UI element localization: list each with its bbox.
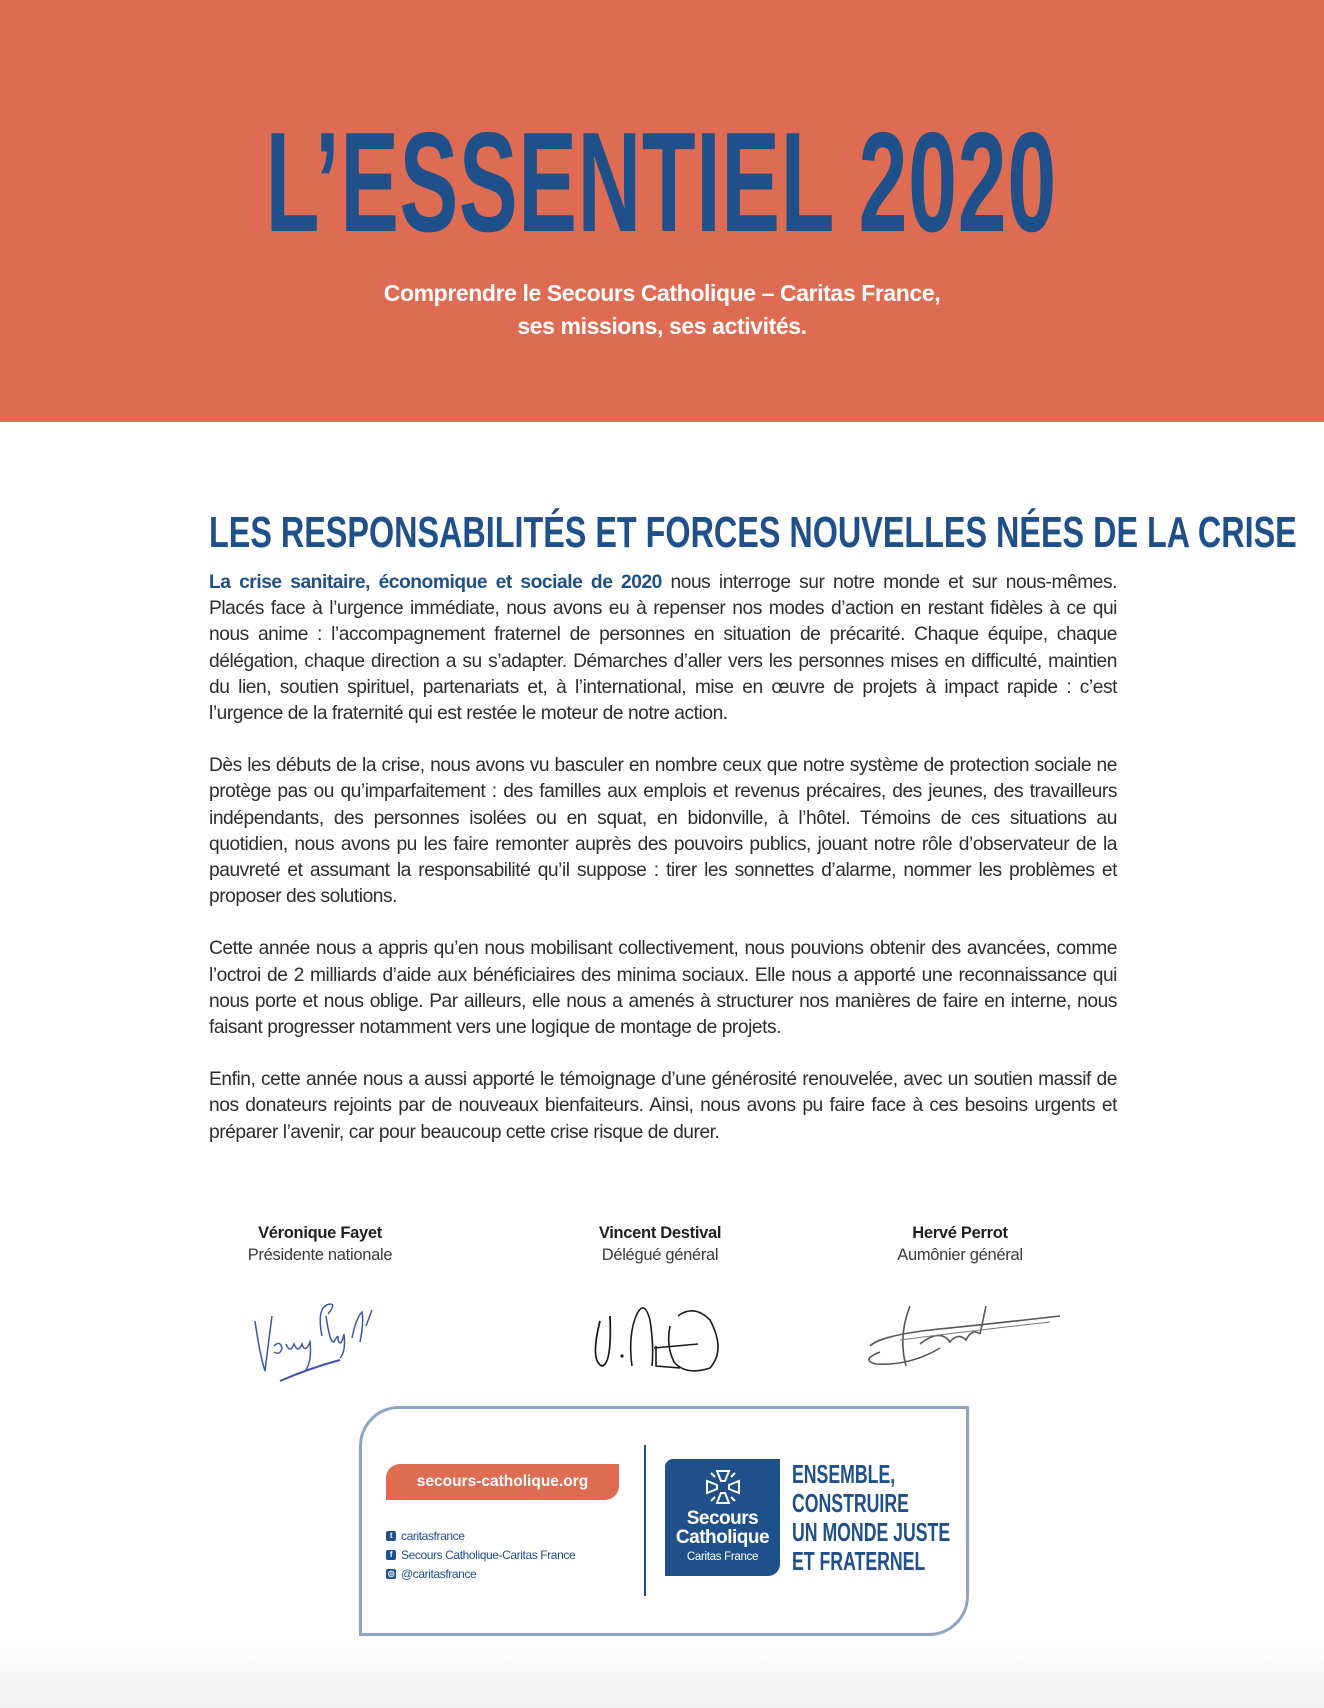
- signature-fayet-icon: [230, 1276, 410, 1386]
- slogan-line: ENSEMBLE,: [792, 1459, 896, 1489]
- signatory-role: Aumônier général: [897, 1246, 1023, 1264]
- paragraph-3: Cette année nous a appris qu’en nous mobilisant collectivement, nous pouvions obtenir des avancées, comme l’octroi de 2 milliards d’aide aux bénéficiaires des minima sociaux. Elle nous a apporté une reconnaissance qui nous porte et nous oblige. Par ailleurs, elle nous a amenés à structurer nos manières de faire en interne, nous faisant progresser notamment vers une logique de montage de projets.: [209, 938, 1117, 1039]
- secours-catholique-logo: [665, 1459, 780, 1576]
- logo-text-line-3: Caritas France: [686, 1551, 759, 1563]
- facebook-icon: f: [386, 1550, 396, 1560]
- slogan-line: UN MONDE JUSTE: [792, 1517, 951, 1547]
- social-link-twitter[interactable]: [386, 1526, 575, 1545]
- vertical-divider: [644, 1445, 646, 1596]
- paragraph-4: Enfin, cette année nous a aussi apporté le témoignage d’une générosité renouvelée, avec un soutien massif de nos donateurs rejoints par de nouveaux bienfaiteurs. Ainsi, nous avons pu faire face à ces besoins urgents et préparer l’avenir, car pour beaucoup cette crise risque de durer.: [209, 1069, 1117, 1143]
- signatory-name: Vincent Destival: [598, 1224, 722, 1242]
- signatory-1: [190, 1222, 450, 1386]
- social-links: [386, 1526, 575, 1583]
- logo-text-line-2: Catholique: [675, 1527, 770, 1548]
- slogan-line: ET FRATERNEL: [792, 1546, 926, 1576]
- signatory-role: Délégué général: [601, 1246, 719, 1264]
- social-link-facebook[interactable]: [386, 1545, 575, 1564]
- paragraph-1-text: nous interroge sur notre monde et sur nous-mêmes. Placés face à l’urgence immédiate, nous avons eu à repenser nos modes d’action en restant fidèles à ce qui nous anime : l’accompagnement fraternel de personnes en situation de précarité. Chaque équipe, chaque délégation, chaque direction a su s’adapter. Démarches d’aller vers les personnes mises en difficulté, maintien du lien, soutien spirituel, partenariats et, à l’international, mise en œuvre de projets à impact rapide : c’est l’urgence de la fraternité qui est restée le moteur de notre action.: [209, 572, 1118, 725]
- cross-emblem-icon: [703, 1467, 743, 1507]
- header-band: [0, 0, 1324, 422]
- twitter-icon: t: [386, 1531, 396, 1541]
- instagram-icon: ◎: [387, 1568, 395, 1578]
- social-label: caritasfrance: [401, 1528, 465, 1543]
- logo-text-line-1: Secours: [686, 1508, 759, 1529]
- signatory-name: Véronique Fayet: [258, 1224, 382, 1242]
- document-title: L’ESSENTIEL 2020: [265, 103, 1057, 262]
- subtitle-line-1: Comprendre le Secours Catholique – Caritas France,: [383, 280, 941, 306]
- paragraph-2: Dès les débuts de la crise, nous avons vu basculer en nombre ceux que notre système de protection sociale ne protège pas ou qu’imparfaitement : des familles aux emplois et revenus précaires, des jeunes, des travailleurs indépendants, des personnes isolées ou en squat, en bidonville, à l’hôtel. Témoins de ces situations au quotidien, nous avons pu les faire remonter auprès des pouvoirs publics, jouant notre rôle d’observateur de la pauvreté et assumant la responsabilité qu’il suppose : tirer les sonnettes d’alarme, nommer les problèmes et proposer des solutions.: [209, 755, 1117, 908]
- signature-destival-icon: [570, 1276, 750, 1386]
- social-label: Secours Catholique-Caritas France: [401, 1547, 576, 1562]
- slogan-line: CONSTRUIRE: [792, 1488, 909, 1518]
- editorial-body: [209, 570, 1117, 1172]
- signatory-2: [530, 1222, 790, 1386]
- social-label: @caritasfrance: [401, 1566, 477, 1581]
- section-heading: LES RESPONSABILITÉS ET FORCES NOUVELLES NÉES DE LA CRISE: [209, 508, 1297, 557]
- signatory-role: Présidente nationale: [247, 1246, 393, 1264]
- footer-box: [359, 1406, 969, 1636]
- signatory-3: [830, 1222, 1090, 1386]
- paragraph-lead: La crise sanitaire, économique et sociale de 2020: [209, 572, 662, 593]
- slogan: [792, 1459, 951, 1576]
- signatory-name: Hervé Perrot: [912, 1224, 1008, 1242]
- subtitle-line-2: ses missions, ses activités.: [517, 313, 807, 339]
- signature-perrot-icon: [840, 1276, 1080, 1386]
- document-subtitle: [0, 277, 1324, 343]
- social-link-instagram[interactable]: [386, 1564, 575, 1583]
- paragraph-1: [209, 570, 1117, 727]
- website-link[interactable]: secours-catholique.org: [386, 1464, 619, 1500]
- signatories: [210, 1222, 1110, 1382]
